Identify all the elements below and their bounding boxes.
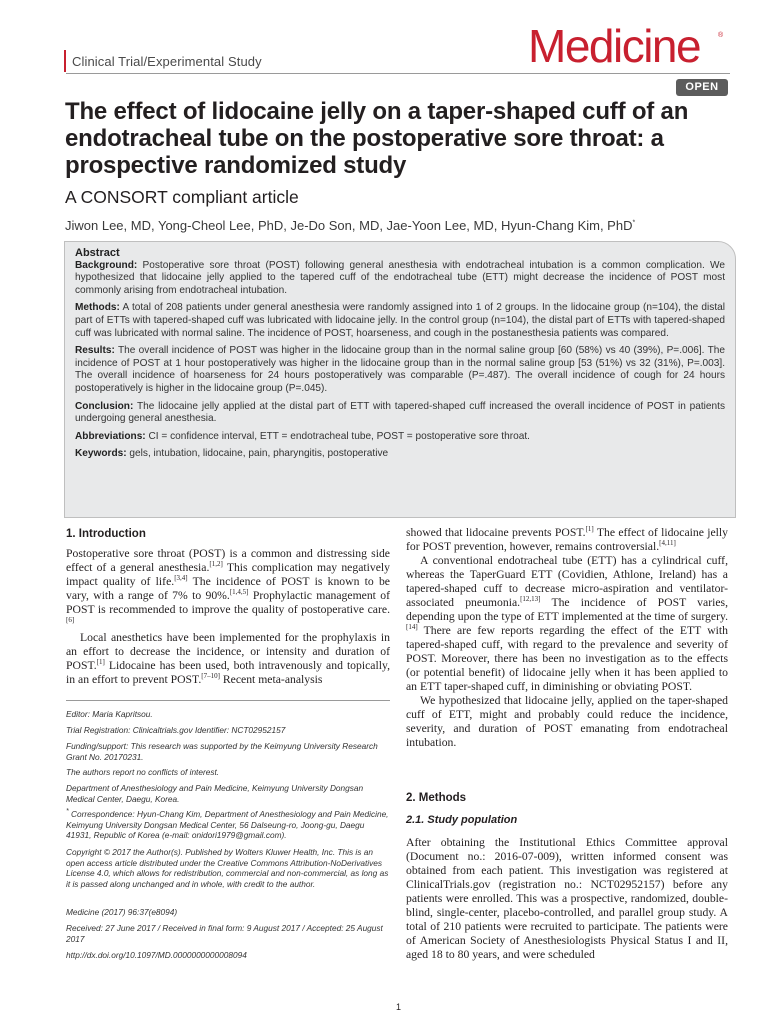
authors-mark: * bbox=[632, 219, 636, 227]
intro-body bbox=[66, 547, 390, 687]
journal-logo: Medicine bbox=[528, 20, 701, 72]
citation-ref: [1,2] bbox=[209, 560, 223, 569]
footnote-received: Received: 27 June 2017 / Received in final form: 9 August 2017 / Accepted: 25 August 2017 bbox=[66, 923, 383, 944]
intro-heading: 1. Introduction bbox=[66, 528, 146, 540]
conclusion-label: Conclusion: bbox=[75, 400, 134, 412]
right-paragraph-3: We hypothesized that lidocaine jelly, applied on the taper-shaped cuff of ETT, might and probably could reduce the incidence, severity, and duration of POST emanating from endotracheal intubation. bbox=[406, 694, 728, 749]
abstract-abbreviations bbox=[75, 431, 725, 444]
correspondence-text: Correspondence: Hyun-Chang Kim, Department of Anesthesiology and Pain Medicine, Keimyung University Dongsan Medical Center, 56 Dalseung-ro, Joong-gu, Daegu 41931, Republic of Korea (e-mail: onidori1979@gmail.com). bbox=[66, 809, 389, 841]
footnote-citation: Medicine (2017) 96:37(e8094) bbox=[66, 907, 178, 917]
background-label: Background: bbox=[75, 259, 138, 271]
methods-label: Methods: bbox=[75, 302, 120, 314]
citation-ref: [6] bbox=[66, 616, 75, 625]
abstract-methods bbox=[75, 302, 725, 340]
article-subtitle: A CONSORT compliant article bbox=[65, 187, 299, 207]
footnote-funding: Funding/support: This research was supported by the Keimyung University Research Grant No. 20170231. bbox=[66, 741, 378, 762]
footnote-editor: Editor: Maria Kapritsou. bbox=[66, 709, 153, 719]
footnote-copyright: Copyright © 2017 the Author(s). Published by Wolters Kluwer Health, Inc. This is an open access article distributed under the Creative Commons Attribution-NoDerivatives License 4.0, which allows for redistribution, commercial and non-commercial, as long as it is passed along unchanged and in whole, with credit to the author. bbox=[66, 847, 389, 889]
abstract-conclusion bbox=[75, 401, 725, 426]
right-column-body bbox=[406, 526, 728, 750]
study-population-heading: 2.1. Study population bbox=[406, 814, 518, 826]
abstract-results bbox=[75, 345, 725, 395]
conclusion-text: The lidocaine jelly applied at the distal part of ETT with tapered-shaped cuff increased the overall incidence of POST in patients undergoing general anesthesia. bbox=[75, 400, 725, 425]
footnote-doi: http://dx.doi.org/10.1097/MD.0000000000008094 bbox=[66, 950, 247, 960]
correspondence-mark: * bbox=[66, 808, 69, 816]
results-label: Results: bbox=[75, 345, 115, 357]
abstract-box bbox=[64, 241, 736, 518]
text-run: Lidocaine has been used, both intravenously and topically, in an effort to prevent POST. bbox=[66, 659, 390, 686]
trademark-mark: ® bbox=[718, 32, 724, 39]
text-run: Recent meta-analysis bbox=[219, 673, 323, 686]
keywords-label: Keywords: bbox=[75, 448, 127, 460]
abstract-background bbox=[75, 260, 725, 298]
right-paragraph-2 bbox=[406, 554, 728, 694]
text-run: There are few reports regarding the effect of the ETT with tapered-shaped cuff, with regard to the prevalence and severity of POST. Moreover, there has been no investigation as to the effects (or potential benefit) of lidocaine jelly when it has been applied to an ETT taper-shaped cuff, in diminishing or obviating POST. bbox=[406, 624, 728, 693]
text-run: The incidence of POST is known to be vary, with a range of 7% to 90%. bbox=[66, 575, 390, 602]
text-run: A conventional endotracheal tube (ETT) has a cylindrical cuff, whereas the TaperGuard ETT (Covidien, Athlone, Ireland) has a tapered-shaped cuff to decrease micro-aspiration and ventilator-associated pneumonia. bbox=[406, 554, 728, 609]
section-label: Clinical Trial/Experimental Study bbox=[72, 54, 262, 69]
citation-ref: [1,4,5] bbox=[229, 588, 249, 597]
author-list bbox=[65, 218, 730, 233]
study-population-body bbox=[406, 836, 728, 962]
citation-ref: [12,13] bbox=[520, 595, 541, 604]
footnote-correspondence bbox=[66, 809, 391, 841]
text-run: Postoperative sore throat (POST) is a common and distressing side effect of a general anesthesia. bbox=[66, 547, 390, 574]
text-run: Prophylactic management of POST is recommended to improve the quality of postoperative care. bbox=[66, 589, 390, 616]
citation-ref: [1] bbox=[585, 525, 594, 534]
citation-ref: [4,11] bbox=[659, 539, 676, 548]
text-run: The effect of lidocaine jelly for POST prevention, however, remains controversial. bbox=[406, 526, 728, 553]
footnote-department: Department of Anesthesiology and Pain Medicine, Keimyung University Dongsan Medical Center, Daegu, Korea. bbox=[66, 783, 364, 804]
right-paragraph-1 bbox=[406, 526, 728, 554]
study-population-paragraph: After obtaining the Institutional Ethics Committee approval (Document no.: 2016-07-009), written informed consent was obtained from each patient. This investigation was registered at ClinicalTrials.gov (registration no.: NCT02952157) before any patients were enrolled. This was a prospective, randomized, double-blind, single-center, placebo-controlled, and parallel group study. A total of 210 patients were recruited to participate. The patients were of American Society of Anesthesiologists Physical Status I and II, aged 18 to 80 years, and were scheduled bbox=[406, 836, 728, 961]
abstract-keywords bbox=[75, 448, 725, 461]
intro-paragraph-2 bbox=[66, 631, 390, 687]
citation-ref: [1] bbox=[96, 658, 105, 667]
abbreviations-text: CI = confidence interval, ETT = endotracheal tube, POST = postoperative sore throat. bbox=[148, 430, 530, 442]
footnote-trial: Trial Registration: Clinicaltrials.gov Identifier: NCT02952157 bbox=[66, 725, 286, 735]
section-marker bbox=[64, 50, 66, 72]
citation-ref: [3,4] bbox=[174, 574, 188, 583]
page-number: 1 bbox=[396, 1002, 402, 1012]
citation-ref: [7–10] bbox=[201, 672, 220, 681]
footnote-conflicts: The authors report no conflicts of interest. bbox=[66, 767, 220, 777]
abbreviations-label: Abbreviations: bbox=[75, 430, 146, 442]
results-text: The overall incidence of POST was higher in the lidocaine group than in the normal saline group [60 (58%) vs 40 (39%), P=.006]. The incidence of POST at 1 hour postoperatively was higher in the lidocaine group than in the normal saline group [53 (51%) vs 32 (31%), P=.003]. The overall incidence of hoarseness for 24 hours postoperatively was comparable (P=.487). The overall incidence of cough for 24 hours postoperatively is higher in the lidocaine group (P=.045). bbox=[75, 345, 725, 394]
background-text: Postoperative sore throat (POST) following general anesthesia with endotracheal intubation is a common complication. We hypothesized that lidocaine jelly applied to the tapered cuff of the endotracheal tube (ETT) might decrease the incidence of POST most commonly arising from endotracheal intubation. bbox=[75, 259, 726, 296]
abstract-heading: Abstract bbox=[75, 247, 120, 259]
footnote-rule bbox=[66, 700, 390, 701]
methods-heading: 2. Methods bbox=[406, 792, 467, 804]
text-run: The incidence of POST varies, depending upon the type of ETT implemented at the time of surgery. bbox=[406, 596, 728, 623]
authors-text: Jiwon Lee, MD, Yong-Cheol Lee, PhD, Je-Do Son, MD, Jae-Yoon Lee, MD, Hyun-Chang Kim, PhD bbox=[65, 218, 633, 233]
open-access-badge: OPEN bbox=[676, 79, 728, 96]
citation-ref: [14] bbox=[406, 623, 418, 632]
keywords-text: gels, intubation, lidocaine, pain, pharyngitis, postoperative bbox=[129, 448, 389, 460]
text-run: Local anesthetics have been implemented for the prophylaxis in an effort to decrease the incidence, or intensity and duration of POST. bbox=[66, 631, 390, 672]
text-run: showed that lidocaine prevents POST. bbox=[406, 526, 586, 539]
text-run: This complication may negatively impact quality of life. bbox=[66, 561, 390, 588]
methods-text: A total of 208 patients under general anesthesia were randomly assigned into 1 of 2 groups. In the lidocaine group (n=104), the distal part of ETTs with tapered-shaped cuff was lubricated with lidocaine jelly. In the control group (n=104), the distal part of ETTs with tapered-shaped cuff was lubricated with normal saline. The incidence of POST, hoarseness, and cough in the postanesthesia patients was compared. bbox=[75, 302, 725, 339]
article-title: The effect of lidocaine jelly on a taper-shaped cuff of an endotracheal tube on the postoperative sore throat: a prospective randomized study bbox=[65, 98, 689, 179]
intro-paragraph-1 bbox=[66, 547, 390, 631]
